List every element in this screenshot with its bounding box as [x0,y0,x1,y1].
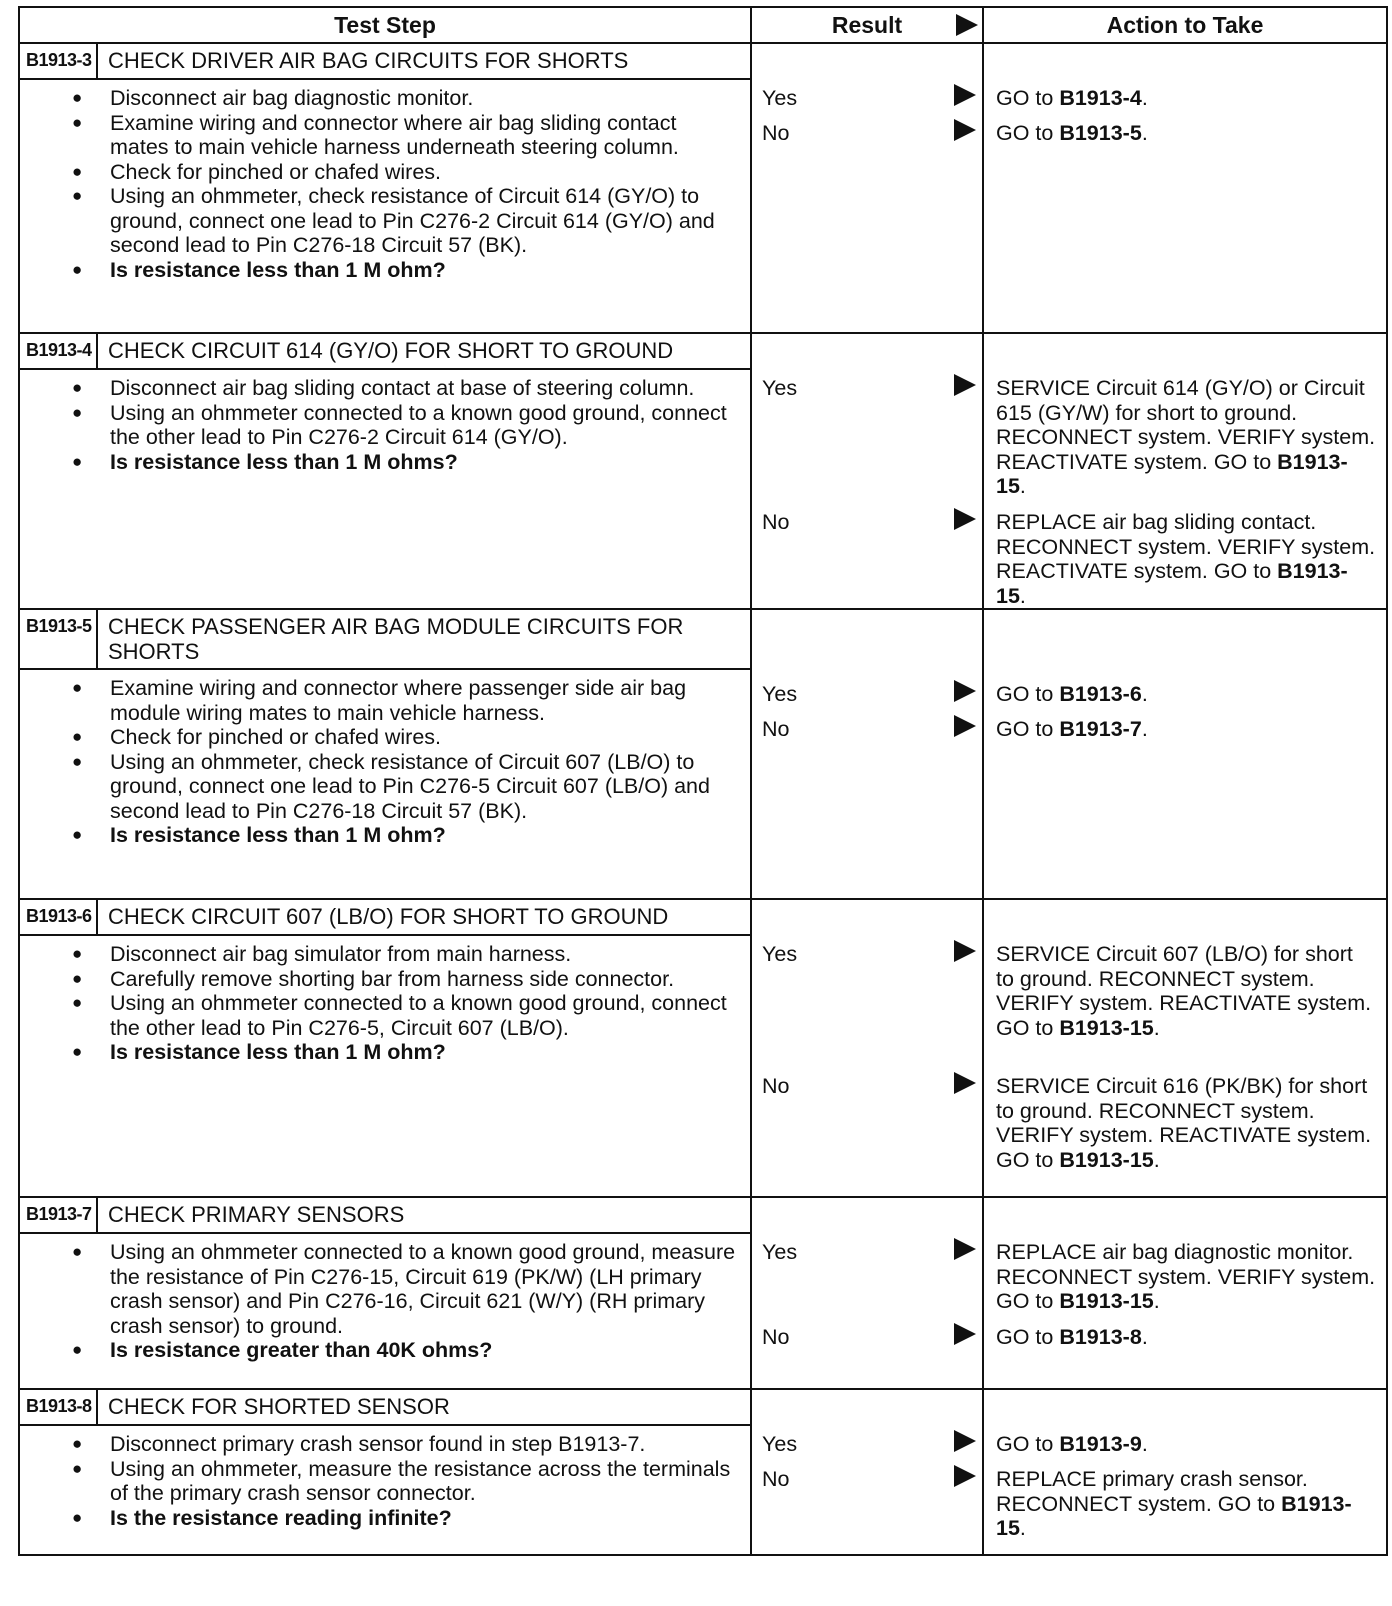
step-question: ● Is resistance less than 1 M ohm? [110,823,740,848]
result-yes-label: Yes [762,1240,798,1264]
step-instructions [20,376,750,478]
result-no [762,717,976,742]
action-yes-ref: B1913-6 [1059,682,1142,706]
instruction-item: ● Using an ohmmeter connected to a known good ground, connect the other lead to Pin C276-2 Circuit 614 (GY/O). [110,401,740,450]
action-no-ref: B1913-15 [996,1491,1352,1540]
arrow-right-icon [954,940,976,962]
instruction-item: ● Disconnect air bag sliding contact at base of steering column. [110,376,740,401]
step-header [20,334,750,370]
step-title: CHECK PRIMARY SENSORS [108,1202,405,1227]
action-yes-ref: B1913-15 [996,449,1348,498]
action-yes-ref: B1913-4 [1059,86,1142,110]
action-no-text: GO to [996,717,1060,741]
action-yes: GO to B1913-4. [996,86,1148,110]
result-no [762,1074,976,1099]
instruction-item: ● Disconnect air bag simulator from main harness. [110,942,740,967]
step-question: ● Is the resistance reading infinite? [110,1506,740,1531]
result-no [762,1325,976,1350]
step-instructions [20,1240,750,1367]
instruction-item: ● Check for pinched or chafed wires. [110,160,740,185]
step-id: B1913-7 [20,1198,98,1232]
step-id: B1913-8 [20,1390,98,1424]
step-question: ● Is resistance less than 1 M ohm? [110,258,740,283]
result-no-label: No [762,717,790,741]
action-yes: GO to B1913-6. [996,682,1148,706]
step-id: B1913-3 [20,44,98,78]
result-yes [762,376,976,401]
step-header [20,1198,750,1234]
result-no [762,510,976,535]
result-no-label: No [762,121,790,145]
action-no-text: REPLACE air bag sliding contact. RECONNECT system. VERIFY system. REACTIVATE system. GO to [996,510,1376,583]
instruction-item: ● Carefully remove shorting bar from harness side connector. [110,967,740,992]
action-yes-text: SERVICE Circuit 607 (LB/O) for short to ground. RECONNECT system. VERIFY system. REACTIVATE system. GO to [996,942,1372,1040]
arrow-right-icon [956,14,978,36]
instruction-item: ● Using an ohmmeter connected to a known good ground, measure the resistance of Pin C276-15, Circuit 619 (PK/W) (LH primary crash sensor) and Pin C276-16, Circuit 621 (W/Y) (RH primary crash sensor) to ground. [110,1240,740,1338]
step-title: CHECK CIRCUIT 607 (LB/O) FOR SHORT TO GROUND [108,904,669,929]
instruction-item: ● Examine wiring and connector where air bag sliding contact mates to main vehicle harness underneath steering column. [110,111,740,160]
step-instructions [20,86,750,286]
instruction-item: ● Check for pinched or chafed wires. [110,725,740,750]
action-yes: GO to B1913-9. [996,1432,1148,1456]
action-no-ref: B1913-7 [1059,717,1142,741]
action-cell [983,1389,1387,1555]
action-cell [983,1197,1387,1389]
result-no-label: No [762,1467,790,1491]
result-yes-label: Yes [762,942,798,966]
arrow-right-icon [954,84,976,106]
result-cell [751,609,983,899]
result-yes [762,682,976,707]
result-yes-label: Yes [762,86,798,110]
action-no-text: SERVICE Circuit 616 (PK/BK) for short to ground. RECONNECT system. VERIFY system. REACTIVATE system. GO to [996,1074,1372,1172]
result-yes [762,942,976,967]
header-result [751,7,983,43]
action-cell [983,333,1387,609]
action-cell [983,899,1387,1197]
result-cell [751,1389,983,1555]
diagnostic-table-wrapper [18,6,1380,1556]
action-yes-text: GO to [996,86,1060,110]
instruction-item: ● Examine wiring and connector where passenger side air bag module wiring mates to main vehicle harness. [110,676,740,725]
action-no-ref: B1913-15 [1059,1147,1154,1172]
step-title: CHECK DRIVER AIR BAG CIRCUITS FOR SHORTS [108,48,629,73]
arrow-right-icon [954,1465,976,1487]
test-step-cell [19,333,751,609]
step-id: B1913-5 [20,610,98,668]
instruction-item: ● Disconnect air bag diagnostic monitor. [110,86,740,111]
step-instructions [20,1432,750,1534]
action-no-ref: B1913-5 [1059,121,1142,145]
step-header [20,610,750,670]
test-step-row [19,1197,1387,1389]
result-cell [751,899,983,1197]
header-action: Action to Take [983,7,1387,43]
arrow-right-icon [954,680,976,702]
action-no: GO to B1913-7. [996,717,1148,741]
instruction-item: ● Using an ohmmeter, measure the resistance across the terminals of the primary crash sensor connector. [110,1457,740,1506]
result-cell [751,333,983,609]
action-yes: SERVICE Circuit 614 (GY/O) or Circuit 615 (GY/W) for short to ground. RECONNECT system. VERIFY system. REACTIVATE system. GO to B1913-15. [996,376,1376,498]
arrow-right-icon [954,1238,976,1260]
result-yes-label: Yes [762,682,798,706]
result-cell [751,43,983,333]
step-title: CHECK PASSENGER AIR BAG MODULE CIRCUITS FOR SHORTS [108,614,684,664]
arrow-right-icon [954,1072,976,1094]
result-yes-label: Yes [762,376,798,400]
action-no-ref: B1913-15 [996,559,1348,608]
header-test-step: Test Step [19,7,751,43]
step-header [20,1390,750,1426]
test-step-cell [19,43,751,333]
action-yes-ref: B1913-15 [1059,1015,1154,1040]
action-no: REPLACE primary crash sensor. RECONNECT system. GO to B1913-15. [996,1467,1352,1540]
action-no: SERVICE Circuit 616 (PK/BK) for short to ground. RECONNECT system. VERIFY system. REACTIVATE system. GO to B1913-15. [996,1074,1372,1172]
step-header [20,900,750,936]
action-no: REPLACE air bag sliding contact. RECONNECT system. VERIFY system. REACTIVATE system. GO to B1913-15. [996,510,1376,608]
instruction-item: ● Disconnect primary crash sensor found in step B1913-7. [110,1432,740,1457]
result-no-label: No [762,510,790,534]
action-no-text: GO to [996,1325,1060,1349]
arrow-right-icon [954,715,976,737]
step-question: ● Is resistance less than 1 M ohms? [110,450,740,475]
step-title: CHECK FOR SHORTED SENSOR [108,1394,450,1419]
test-step-cell [19,1389,751,1555]
step-id: B1913-4 [20,334,98,368]
step-question: ● Is resistance greater than 40K ohms? [110,1338,740,1363]
arrow-right-icon [954,1323,976,1345]
result-no [762,121,976,146]
step-question: ● Is resistance less than 1 M ohm? [110,1040,740,1065]
step-title: CHECK CIRCUIT 614 (GY/O) FOR SHORT TO GROUND [108,338,674,363]
result-no-label: No [762,1074,790,1098]
result-no [762,1467,976,1492]
action-yes: SERVICE Circuit 607 (LB/O) for short to ground. RECONNECT system. VERIFY system. REACTIVATE system. GO to B1913-15. [996,942,1372,1040]
action-yes: REPLACE air bag diagnostic monitor. RECONNECT system. VERIFY system. GO to B1913-15. [996,1240,1376,1313]
action-no: GO to B1913-8. [996,1325,1148,1349]
action-yes-text: SERVICE Circuit 614 (GY/O) or Circuit 615 (GY/W) for short to ground. RECONNECT system. VERIFY system. REACTIVATE system. GO to [996,376,1376,474]
action-no-ref: B1913-8 [1059,1325,1142,1349]
action-yes-text: REPLACE air bag diagnostic monitor. RECONNECT system. VERIFY system. GO to [996,1240,1376,1313]
result-yes [762,86,976,111]
arrow-right-icon [954,508,976,530]
step-id: B1913-6 [20,900,98,934]
arrow-right-icon [954,1430,976,1452]
test-step-cell [19,1197,751,1389]
instruction-item: ● Using an ohmmeter, check resistance of Circuit 607 (LB/O) to ground, connect one lead to Pin C276-5 Circuit 607 (LB/O) and second lead to Pin C276-18 Circuit 57 (BK). [110,750,740,824]
result-yes [762,1432,976,1457]
instruction-item: ● Using an ohmmeter, check resistance of Circuit 614 (GY/O) to ground, connect one lead to Pin C276-2 Circuit 614 (GY/O) and second lead to Pin C276-18 Circuit 57 (BK). [110,184,740,258]
table-header-row [19,7,1387,43]
test-step-row [19,1389,1387,1555]
result-yes-label: Yes [762,1432,798,1456]
action-yes-ref: B1913-15 [1059,1289,1154,1313]
header-result-label: Result [831,11,903,38]
result-cell [751,1197,983,1389]
step-instructions [20,942,750,1069]
instruction-item: ● Using an ohmmeter connected to a known good ground, connect the other lead to Pin C276-5, Circuit 607 (LB/O). [110,991,740,1040]
action-no-text: GO to [996,121,1060,145]
action-yes-text: GO to [996,1432,1060,1456]
test-step-cell [19,609,751,899]
arrow-right-icon [954,119,976,141]
action-no: GO to B1913-5. [996,121,1148,145]
test-step-cell [19,899,751,1197]
arrow-right-icon [954,374,976,396]
action-yes-text: GO to [996,682,1060,706]
action-cell [983,43,1387,333]
test-step-row [19,43,1387,333]
result-yes [762,1240,976,1265]
diagnostic-table [18,6,1388,1556]
action-cell [983,609,1387,899]
step-instructions [20,676,750,852]
result-no-label: No [762,1325,790,1349]
test-step-row [19,899,1387,1197]
action-yes-ref: B1913-9 [1059,1432,1142,1456]
step-header [20,44,750,80]
action-no-text: REPLACE primary crash sensor. RECONNECT system. GO to [996,1467,1308,1516]
test-step-row [19,333,1387,609]
test-step-row [19,609,1387,899]
